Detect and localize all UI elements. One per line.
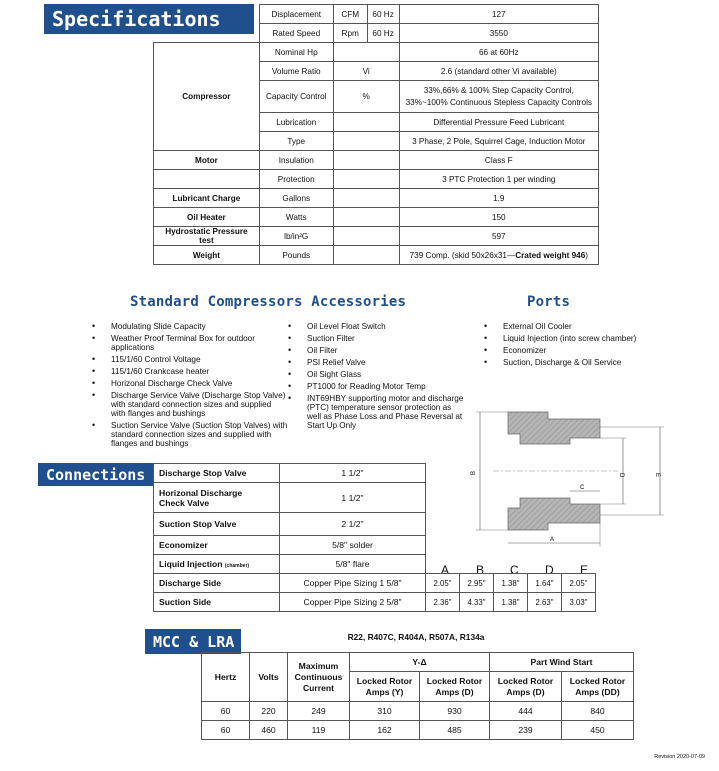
spec-group-label: Hydrostatic Pressure test (154, 227, 260, 246)
list-item: • PSI Relief Valve (284, 358, 464, 367)
table-row (202, 721, 634, 740)
header-mcc-line-2: Continuous (294, 671, 343, 682)
table-row (202, 702, 634, 721)
spec-unit: Vi (333, 62, 399, 81)
spec-unit: Rpm (333, 24, 367, 43)
header-lr-d-line-1: Locked Rotor (426, 675, 483, 686)
cell-pw-d: 444 (490, 702, 562, 721)
spec-value (399, 81, 598, 113)
conn-value: 1 1/2" (280, 464, 426, 483)
header-lr-y (350, 672, 420, 702)
spec-value: 1.9 (399, 189, 598, 208)
header-part-wind: Part Wind Start (490, 653, 634, 672)
dim-label-b: B (471, 470, 477, 475)
spec-label: Insulation (259, 151, 333, 170)
dim-value-e: 2.05" (562, 574, 596, 593)
spec-unit: lb/in²G (259, 227, 333, 246)
list-item: • Weather Proof Terminal Box for outdoor applications (88, 334, 288, 352)
weight-end: ) (585, 250, 588, 260)
list-item: • Oil Level Float Switch (284, 322, 464, 331)
specifications-title: Specifications (52, 7, 221, 31)
header-lr-y-line-2: Amps (Y) (365, 686, 404, 697)
conn-value: Copper Pipe Sizing 2 5/8" (280, 593, 426, 612)
spec-value: 2.6 (standard other Vi available) (399, 62, 598, 81)
ports-title: Ports (527, 294, 571, 310)
table-row (154, 574, 596, 593)
connections-banner (38, 463, 153, 486)
header-mcc (288, 653, 350, 702)
header-y-delta: Y-Δ (350, 653, 490, 672)
conn-label: Economizer (154, 536, 280, 555)
table-row (154, 151, 599, 170)
table-row (154, 5, 599, 24)
spec-value: 150 (399, 208, 598, 227)
dim-value-d: 2.63" (528, 593, 562, 612)
dim-value-b: 2.95" (460, 574, 494, 593)
dim-value-c: 1.38" (494, 593, 528, 612)
header-lr-d (420, 672, 490, 702)
spec-label: Type (259, 132, 333, 151)
dim-label-c: C (580, 485, 585, 491)
cell-pw-dd: 450 (562, 721, 634, 740)
header-pw-d (490, 672, 562, 702)
spec-label: Nominal Hp (259, 43, 333, 62)
conn-value: 5/8" flare (280, 555, 426, 574)
list-item: • 115/1/60 Crankcase heater (88, 367, 288, 376)
list-item: • Oil Sight Glass (284, 370, 464, 379)
header-volts: Volts (250, 653, 288, 702)
accessories-title: Standard Compressors Accessories (130, 294, 407, 310)
table-row (154, 513, 596, 536)
conn-value: 1 1/2" (280, 483, 426, 513)
weight-crated: Crated weight 946 (515, 250, 586, 260)
list-item: • PT1000 for Reading Motor Temp (284, 382, 464, 391)
specifications-table (153, 4, 599, 265)
table-row (154, 483, 596, 513)
header-pw-dd-line-1: Locked Rotor (569, 675, 626, 686)
compressor-group-label: Compressor (154, 43, 260, 151)
table-row (154, 43, 599, 62)
table-row (202, 653, 634, 672)
spec-unit: Pounds (259, 246, 333, 265)
liquid-injection-label: Liquid Injection (159, 559, 223, 569)
spec-label: Lubrication (259, 113, 333, 132)
conn-label: Discharge Side (154, 574, 280, 593)
capacity-line-2: 33%~100% Continuous Stepless Capacity Controls (405, 97, 592, 107)
table-row (154, 24, 599, 43)
table-row (154, 593, 596, 612)
table-row (154, 464, 596, 483)
list-item: • Economizer (480, 346, 710, 355)
spec-freq: 60 Hz (367, 24, 399, 43)
cell-mcc: 249 (288, 702, 350, 721)
list-item: • Modulating Slide Capacity (88, 322, 288, 331)
weight-plain: 739 Comp. (skid 50x26x31— (409, 250, 516, 260)
spec-label: Displacement (259, 5, 333, 24)
header-pw-dd-line-2: Amps (DD) (575, 686, 620, 697)
cell-lr-y: 162 (350, 721, 420, 740)
mcc-banner (145, 629, 241, 654)
table-row (154, 170, 599, 189)
cell-lr-d: 485 (420, 721, 490, 740)
cell-hertz: 60 (202, 721, 250, 740)
spec-value: 3 Phase, 2 Pole, Squirrel Cage, Induction Motor (399, 132, 598, 151)
conn-value: 2 1/2" (280, 513, 426, 536)
dim-header-b: B (476, 563, 485, 577)
table-row (154, 555, 596, 574)
table-row (154, 536, 596, 555)
motor-group-label: Motor (154, 151, 260, 170)
revision-label: Revision 2020-07-09 (654, 754, 705, 760)
liquid-injection-sub: (chamber) (224, 563, 250, 569)
list-item: • Horizonal Discharge Check Valve (88, 379, 288, 388)
dim-value-a: 2.36" (426, 593, 460, 612)
spec-unit: Gallons (259, 189, 333, 208)
spec-unit: CFM (333, 5, 367, 24)
dim-header-c: C (510, 563, 519, 577)
connections-title: Connections (46, 465, 146, 484)
spec-label: Rated Speed (259, 24, 333, 43)
ports-list (480, 322, 710, 370)
cell-pw-dd: 840 (562, 702, 634, 721)
spec-value: 3550 (399, 24, 598, 43)
spec-group-label: Lubricant Charge (154, 189, 260, 208)
list-item: • Suction Filter (284, 334, 464, 343)
dim-label-d: D (618, 473, 624, 478)
header-lr-y-line-1: Locked Rotor (356, 675, 413, 686)
header-lr-d-line-2: Amps (D) (435, 686, 474, 697)
spec-group-label: Oil Heater (154, 208, 260, 227)
header-hertz: Hertz (202, 653, 250, 702)
conn-label (154, 483, 280, 513)
header-mcc-line-3: Current (302, 682, 335, 693)
conn-label: Suction Side (154, 593, 280, 612)
spec-value: Class F (399, 151, 598, 170)
list-item: • 115/1/60 Control Voltage (88, 355, 288, 364)
header-pw-dd (562, 672, 634, 702)
spec-unit: Watts (259, 208, 333, 227)
list-item: • Suction, Discharge & Oil Service (480, 358, 710, 367)
dim-header-e: E (580, 563, 589, 577)
spec-label: Protection (259, 170, 333, 189)
spec-unit: % (333, 81, 399, 113)
spec-value: 3 PTC Protection 1 per winding (399, 170, 598, 189)
spec-value: 66 at 60Hz (399, 43, 598, 62)
cell-mcc: 119 (288, 721, 350, 740)
horizontal-check-line-1: Horizonal Discharge (159, 487, 243, 498)
list-item: • INT69HBY supporting motor and discharge (PTC) temperature sensor protection as well as Phase Loss and Phase Reversal at Start Up Only (284, 394, 464, 430)
header-pw-d-line-1: Locked Rotor (497, 675, 554, 686)
cell-lr-d: 930 (420, 702, 490, 721)
table-row (154, 246, 599, 265)
cell-volts: 460 (250, 721, 288, 740)
cell-hertz: 60 (202, 702, 250, 721)
dim-value-c: 1.38" (494, 574, 528, 593)
dim-label-e: E (654, 473, 660, 478)
spec-value (399, 246, 598, 265)
header-mcc-line-1: Maximum (298, 660, 339, 671)
table-row (154, 208, 599, 227)
list-item: • Suction Service Valve (Suction Stop Valves) with standard connection sizes and supplied with flanges and bushings (88, 421, 288, 448)
spec-label: Capacity Control (259, 81, 333, 113)
dim-value-e: 3.03" (562, 593, 596, 612)
table-row (154, 227, 599, 246)
conn-value: Copper Pipe Sizing 1 5/8" (280, 574, 426, 593)
mcc-title: MCC & LRA (153, 632, 235, 651)
cell-volts: 220 (250, 702, 288, 721)
capacity-line-1: 33%,66% & 100% Step Capacity Control, (423, 85, 574, 95)
list-item: • Liquid Injection (into screw chamber) (480, 334, 710, 343)
cell-lr-y: 310 (350, 702, 420, 721)
conn-value: 5/8" solder (280, 536, 426, 555)
horizontal-check-line-2: Check Valve (159, 497, 210, 508)
spec-value: 597 (399, 227, 598, 246)
list-item: • Oil Filter (284, 346, 464, 355)
spec-freq: 60 Hz (367, 5, 399, 24)
accessories-list-1 (88, 322, 288, 451)
header-pw-d-line-2: Amps (D) (506, 686, 545, 697)
dim-value-a: 2.05" (426, 574, 460, 593)
dim-header-a: A (441, 563, 450, 577)
cell-pw-d: 239 (490, 721, 562, 740)
dim-value-d: 1.64" (528, 574, 562, 593)
conn-label (154, 555, 280, 574)
list-item: • External Oil Cooler (480, 322, 710, 331)
table-row (154, 189, 599, 208)
list-item: • Discharge Service Valve (Discharge Stop Valve) with standard connection sizes and supplied with flanges and bushings (88, 391, 288, 418)
refrigerants-label: R22, R407C, R404A, R507A, R134a (347, 632, 485, 642)
accessories-list-2 (284, 322, 464, 433)
spec-group-label: Weight (154, 246, 260, 265)
mcc-lra-table (201, 652, 634, 740)
conn-label: Suction Stop Valve (154, 513, 280, 536)
conn-label: Discharge Stop Valve (154, 464, 280, 483)
connections-table (153, 463, 596, 612)
dim-label-a: A (550, 537, 555, 543)
spec-label: Volume Ratio (259, 62, 333, 81)
dim-value-b: 4.33" (460, 593, 494, 612)
spec-value: 127 (399, 5, 598, 24)
spec-value: Differential Pressure Feed Lubricant (399, 113, 598, 132)
dim-header-d: D (545, 563, 554, 577)
